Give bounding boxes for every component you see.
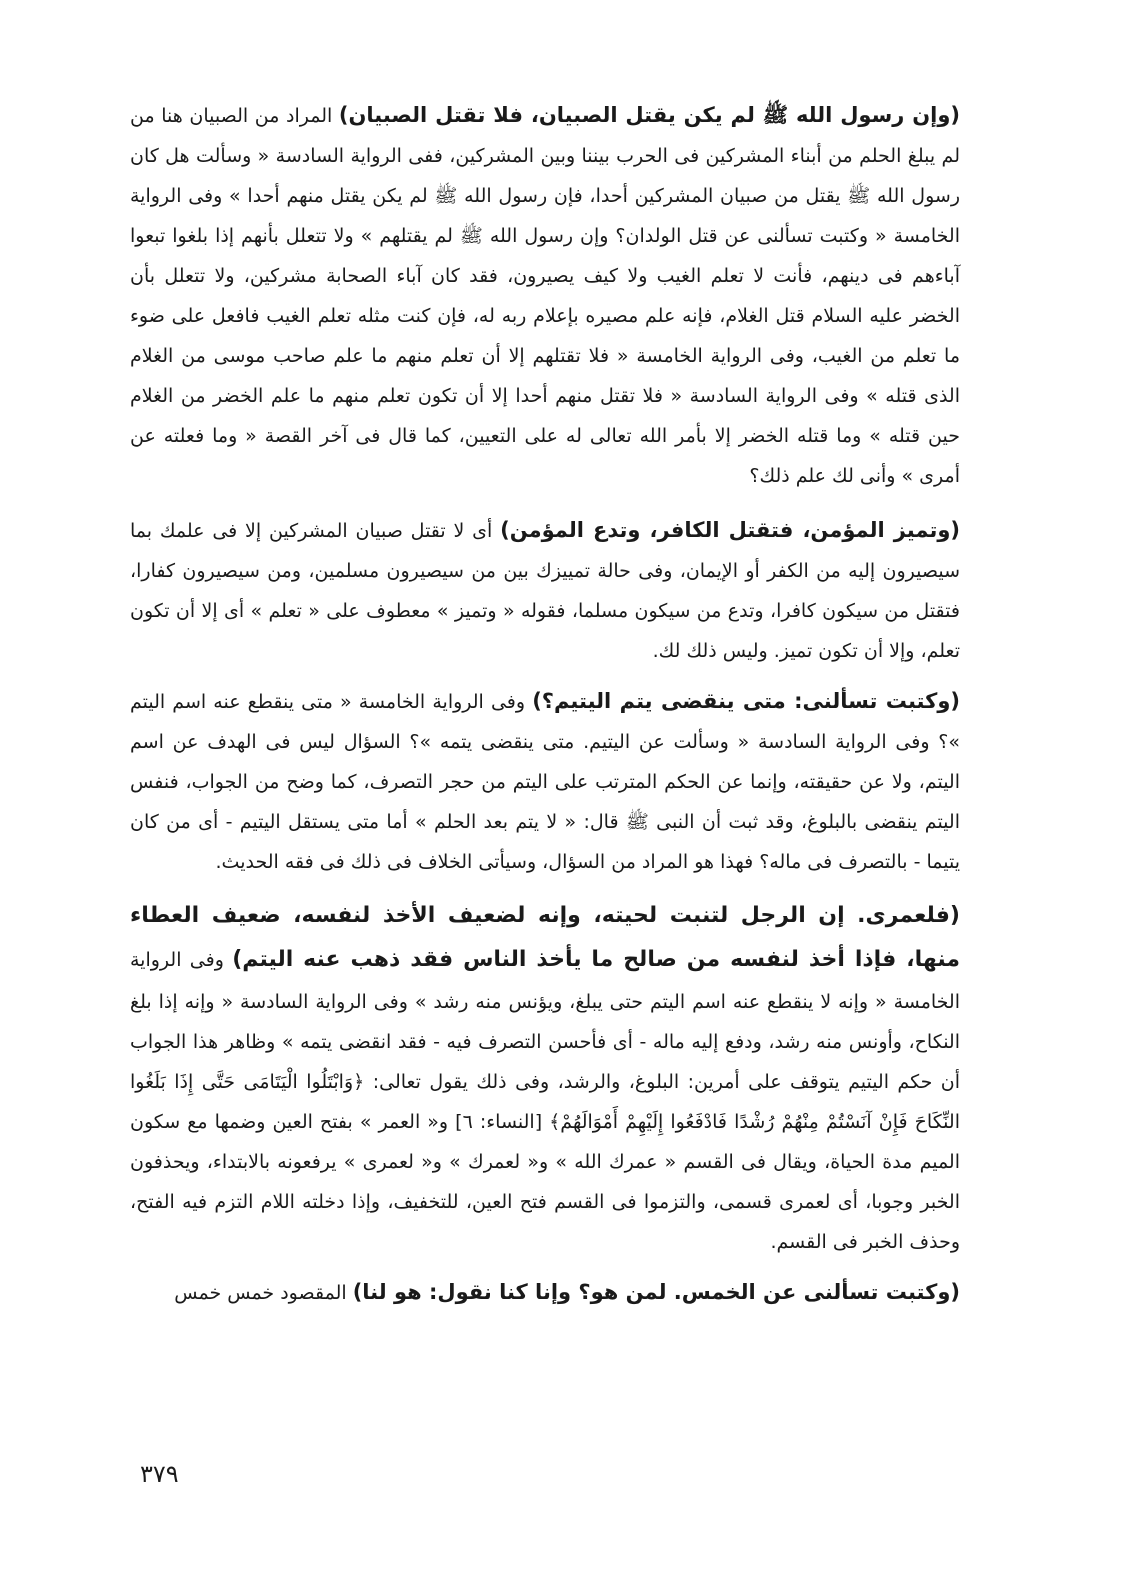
page-body: [130, 95, 960, 1323]
paragraph-3-text: وفى الرواية الخامسة « متى ينقطع عنه اسم اليتم »؟ وفى الرواية السادسة « وسألت عن اليتيم. متى ينقضى يتمه »؟ السؤال ليس فى الهدف عن اسم اليتم، ولا عن حقيقته، وإنما عن الحكم المترتب على اليتم من حجر التصرف، كما وضح من الجواب، فنفس اليتم ينقضى بالبلوغ، وقد ثبت أن النبى ﷺ قال: « لا يتم بعد الحلم » أما متى يستقل اليتيم - أى من كان يتيما - بالتصرف فى ماله؟ فهذا هو المراد من السؤال، وسيأتى الخلاف فى ذلك فى فقه الحديث.: [130, 691, 960, 873]
paragraph-2-text: أى لا تقتل صبيان المشركين إلا فى علمك بما سيصيرون إليه من الكفر أو الإيمان، وفى حالة تمييزك بين من سيصيرون مسلمين، ومن سيصيرون كفارا، فتقتل من سيكون كافرا، وتدع من سيكون مسلما، فقوله « وتميز » معطوف على « تعلم » أى إلا أن تكون تعلم، وإلا أن تكون تميز. وليس ذلك لك.: [130, 520, 960, 662]
paragraph-3: [130, 681, 960, 882]
paragraph-5-heading: (وكتبت تسألنى عن الخمس. لمن هو؟ وإنا كنا نقول: هو لنا): [352, 1280, 960, 1304]
paragraph-2-heading: (وتميز المؤمن، فتقتل الكافر، وتدع المؤمن): [500, 518, 960, 542]
paragraph-5: [130, 1272, 960, 1313]
paragraph-5-text: المقصود خمس خمس: [174, 1282, 353, 1304]
paragraph-1-text: المراد من الصبيان هنا من لم يبلغ الحلم من أبناء المشركين فى الحرب بيننا وبين المشركين، ففى الرواية السادسة « وسألت هل كان رسول الله ﷺ يقتل من صبيان المشركين أحدا، فإن رسول الله ﷺ لم يكن يقتل منهم أحدا » وفى الرواية الخامسة « وكتبت تسألنى عن قتل الولدان؟ وإن رسول الله ﷺ لم يقتلهم » ولا تتعلل بأنهم إذا بلغوا تبعوا آباءهم فى دينهم، فأنت لا تعلم الغيب ولا كيف يصيرون، فقد كان آباء الصحابة مشركين، ولا تتعلل بأن الخضر عليه السلام قتل الغلام، فإنه علم مصيره بإعلام ربه له، فإن كنت مثله تعلم الغيب فافعل على ضوء ما تعلم من الغيب، وفى الرواية الخامسة « فلا تقتلهم إلا أن تعلم منهم ما علم صاحب موسى من الغلام الذى قتله » وفى الرواية السادسة « فلا تقتل منهم أحدا إلا أن تكون تعلم منهم ما علم الخضر من الغلام حين قتله » وما قتله الخضر إلا بأمر الله تعالى له على التعيين، كما قال فى آخر القصة « وما فعلته عن أمرى » وأنى لك علم ذلك؟: [130, 105, 960, 487]
paragraph-3-heading: (وكتبت تسألنى: متى ينقضى يتم اليتيم؟): [532, 689, 960, 713]
paragraph-4: [130, 894, 960, 1262]
paragraph-1: [130, 95, 960, 496]
paragraph-2: [130, 510, 960, 671]
paragraph-4-heading: (فلعمرى. إن الرجل لتنبت لحيته، وإنه لضعيف الأخذ لنفسه، ضعيف العطاء منها، فإذا أخذ لنفسه من صالح ما يأخذ الناس فقد ذهب عنه اليتم): [130, 903, 961, 972]
paragraph-1-heading: (وإن رسول الله ﷺ لم يكن يقتل الصبيان، فلا تقتل الصبيان): [338, 103, 960, 127]
page-number: ٣٧٩: [140, 1460, 179, 1488]
paragraph-4-text: وفى الرواية الخامسة « وإنه لا ينقطع عنه اسم اليتم حتى يبلغ، ويؤنس منه رشد » وفى الرواية السادسة « وإنه إذا بلغ النكاح، وأونس منه رشد، ودفع إليه ماله - أى فأحسن التصرف فيه - فقد انقضى يتمه » وظاهر هذا الجواب أن حكم اليتيم يتوقف على أمرين: البلوغ، والرشد، وفى ذلك يقول تعالى: ﴿وَابْتَلُوا الْيَتَامَى حَتَّى إِذَا بَلَغُوا النِّكَاحَ فَإِنْ آنَسْتُمْ مِنْهُمْ رُشْدًا فَادْفَعُوا إِلَيْهِمْ أَمْوَالَهُمْ﴾ [النساء: ٦] و« العمر » بفتح العين وضمها مع سكون الميم مدة الحياة، ويقال فى القسم « عمرك الله » و« لعمرك » و« لعمرى » يرفعونه بالابتداء، ويحذفون الخبر وجوبا، أى لعمرى قسمى، والتزموا فى القسم فتح العين، للتخفيف، وإذا دخلته اللام التزم فيه الفتح، وحذف الخبر فى القسم.: [130, 949, 960, 1253]
